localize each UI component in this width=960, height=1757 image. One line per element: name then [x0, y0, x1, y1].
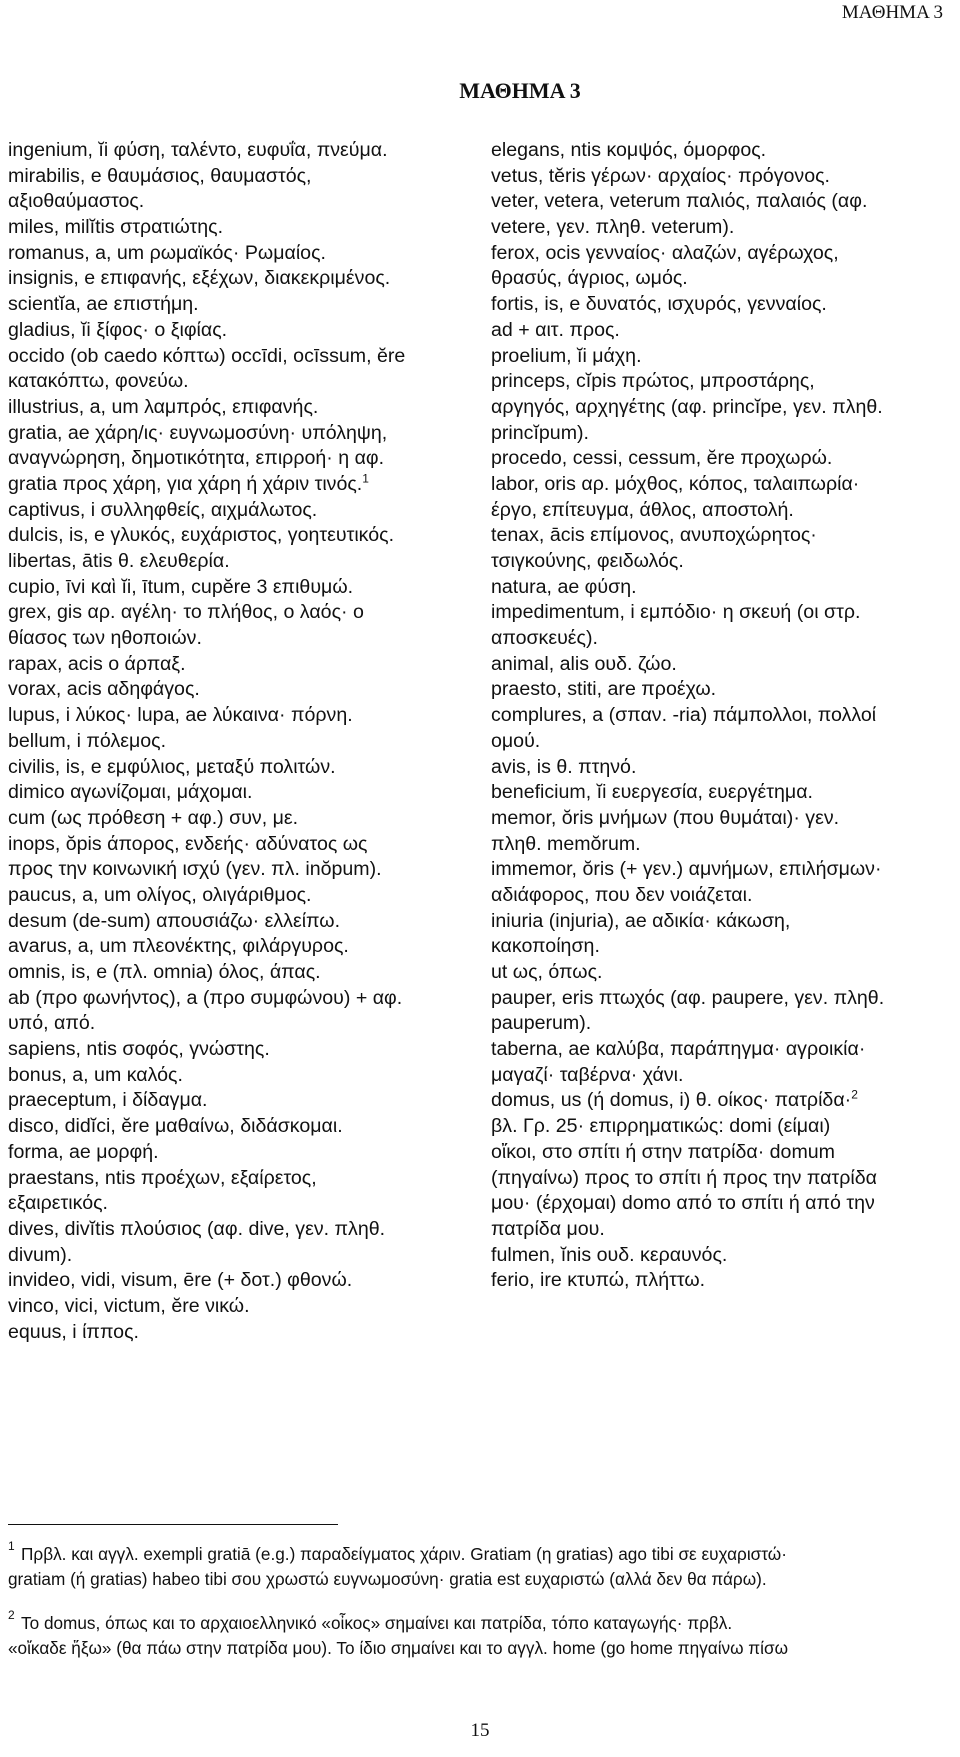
- vocab-line: [8, 138, 478, 164]
- vocab-line: [8, 986, 478, 1012]
- vocab-line: [8, 806, 478, 832]
- vocab-text: pauperum).: [491, 1012, 592, 1035]
- footnote-1: [8, 1539, 953, 1592]
- vocab-line: [8, 1217, 478, 1243]
- vocab-text: paucus, a, um ολίγος, ολιγάριθμος.: [8, 883, 312, 906]
- vocab-line: [491, 1140, 953, 1166]
- vocab-text: bonus, a, um καλός.: [8, 1063, 183, 1086]
- vocab-line: [491, 138, 953, 164]
- footnote-ref: 1: [362, 471, 369, 486]
- vocab-line: [8, 421, 478, 447]
- vocab-text: forma, ae μορφή.: [8, 1140, 159, 1163]
- vocab-line: [491, 446, 953, 472]
- vocab-text: equus, i ίππος.: [8, 1320, 139, 1343]
- vocab-line: [491, 164, 953, 190]
- vocab-line: [8, 934, 478, 960]
- vocab-text: cum (ως πρόθεση + αφ.) συν, με.: [8, 806, 299, 829]
- vocab-line: [491, 1011, 953, 1037]
- vocab-text: princeps, cĭpis πρώτος, μπροστάρης,: [491, 370, 815, 393]
- footnote-2: [8, 1608, 953, 1661]
- vocab-line: [491, 677, 953, 703]
- vocab-line: [491, 960, 953, 986]
- vocab-line: [491, 344, 953, 370]
- vocabulary-column-right: [491, 138, 953, 1294]
- page-number: 15: [470, 1720, 490, 1741]
- vocab-text: complures, a (σπαν. -ria) πάμπολλοι, πολλοί: [491, 704, 877, 727]
- vocab-line: [491, 1191, 953, 1217]
- vocab-text: vinco, vici, victum, ĕre νικώ.: [8, 1294, 250, 1317]
- vocab-text: sapiens, ntis σοφός, γνώστης.: [8, 1038, 270, 1061]
- footnote-marker: 1: [8, 1539, 15, 1553]
- vocab-line: [491, 1166, 953, 1192]
- vocab-text: libertas, ātis θ. ελευθερία.: [8, 550, 230, 572]
- vocab-text: labor, oris αρ. μόχθος, κόπος, ταλαιπωρία·: [491, 472, 860, 495]
- vocab-line: [8, 1320, 478, 1346]
- vocab-text: romanus, a, um ρωμαϊκός· Ρωμαίος.: [8, 241, 326, 264]
- vocab-text: ομού.: [491, 729, 541, 752]
- vocab-line: [8, 780, 478, 806]
- vocab-line: [491, 1243, 953, 1269]
- vocab-text: εξαιρετικός.: [8, 1192, 108, 1215]
- vocab-line: [491, 189, 953, 215]
- vocab-line: [491, 215, 953, 241]
- vocab-line: [8, 729, 478, 755]
- vocab-text: gratia προς χάρη, για χάρη ή χάριν τινός.: [8, 472, 363, 495]
- vocab-line: [8, 189, 478, 215]
- vocabulary-column-left: [8, 138, 478, 1345]
- vocab-text: ferio, ire κτυπώ, πλήττω.: [491, 1269, 706, 1292]
- footnote-line: gratiam (ή gratias) habeo tibi σου χρωστώ ευγνωμοσύνη· gratia est ευχαριστώ (αλλά δεν θα πάρω).: [8, 1569, 767, 1589]
- vocab-text: ut ως, όπως.: [491, 961, 603, 983]
- vocab-text: vetere, γεν. πληθ. veterum).: [491, 216, 735, 239]
- vocab-line: [8, 1114, 478, 1140]
- vocab-text: rapax, acis ο άρπαξ.: [8, 652, 186, 675]
- footnote-separator: [8, 1524, 338, 1525]
- vocab-text: fulmen, ĭnis ουδ. κεραυνός.: [491, 1243, 728, 1266]
- vocab-text: αργηγός, αρχηγέτης (αφ. princĭpe, γεν. πληθ.: [491, 395, 883, 418]
- vocab-line: [491, 318, 953, 344]
- vocab-line: [491, 755, 953, 781]
- vocab-text: occido (ob caedo κόπτω) occīdi, ocīssum, ĕre: [8, 344, 406, 367]
- footnote-line: Πρβλ. και αγγλ. exempli gratiā (e.g.) παραδείγματος χάριν. Gratiam (η gratias) ago tibi σε ευχαριστώ·: [21, 1544, 787, 1564]
- vocab-text: έργο, επίτευγμα, άθλος, αποστολή.: [491, 498, 794, 521]
- vocab-text: beneficium, ĭi ευεργεσία, ευεργέτημα.: [491, 781, 813, 804]
- vocab-text: θρασύς, άγριος, ωμός.: [491, 267, 688, 290]
- vocab-text: αποσκευές).: [491, 627, 598, 650]
- vocab-line: [491, 1217, 953, 1243]
- vocab-line: [491, 729, 953, 755]
- vocab-text: procedo, cessi, cessum, ĕre προχωρώ.: [491, 447, 833, 470]
- vocab-line: [491, 575, 953, 601]
- vocab-line: [8, 344, 478, 370]
- vocab-line: [8, 318, 478, 344]
- vocab-text: grex, gis αρ. αγέλη· το πλήθος, ο λαός· ο: [8, 601, 364, 624]
- vocab-text: elegans, ntis κομψός, όμορφος.: [491, 139, 767, 161]
- vocab-line: [491, 600, 953, 626]
- vocab-line: [8, 523, 478, 549]
- vocab-line: [8, 1166, 478, 1192]
- vocab-text: πληθ. memŏrum.: [491, 832, 641, 855]
- vocab-text: natura, ae φύση.: [491, 575, 637, 598]
- vocab-text: inops, ŏpis άπορος, ενδεής· αδύνατος ως: [8, 832, 368, 855]
- vocab-line: [8, 369, 478, 395]
- vocab-text: vetus, tĕris γέρων· αρχαίος· πρόγονος.: [491, 164, 830, 187]
- vocab-line: [8, 1191, 478, 1217]
- vocab-text: taberna, ae καλύβα, παράπηγμα· αγροικία·: [491, 1038, 866, 1061]
- vocab-line: [491, 626, 953, 652]
- footnote-line: «οἴκαδε ἥξω» (θα πάω στην πατρίδα μου). Το ίδιο σημαίνει και το αγγλ. home (go home πηγαίνω πίσω: [8, 1638, 789, 1658]
- vocab-text: captivus, i συλληφθείς, αιχμάλωτος.: [8, 498, 318, 521]
- vocab-text: impedimentum, i εμπόδιο· η σκευή (οι στρ.: [491, 601, 861, 624]
- vocab-text: princĭpum).: [491, 421, 589, 444]
- vocab-text: οἴκοι, στο σπίτι ή στην πατρίδα· domum: [491, 1140, 836, 1163]
- footnote-line: Το domus, όπως και το αρχαιοελληνικό «οἶκος» σημαίνει και πατρίδα, τόπο καταγωγής· πρβλ.: [21, 1613, 733, 1633]
- vocab-line: [491, 934, 953, 960]
- vocab-line: [8, 832, 478, 858]
- vocab-text: divum).: [8, 1243, 73, 1266]
- vocab-line: [8, 652, 478, 678]
- vocab-text: mirabilis, e θαυμάσιος, θαυμαστός,: [8, 164, 312, 187]
- vocab-text: avis, is θ. πτηνό.: [491, 755, 637, 778]
- footnote-marker: 2: [8, 1608, 15, 1622]
- vocab-line: [8, 266, 478, 292]
- vocab-line: [8, 1268, 478, 1294]
- vocab-text: memor, ŏris μνήμων (που θυμάται)· γεν.: [491, 806, 840, 829]
- vocab-text: animal, alis ουδ. ζώο.: [491, 652, 677, 675]
- vocab-line: [491, 421, 953, 447]
- vocab-text: omnis, is, e (πλ. omnia) όλος, άπας.: [8, 961, 321, 983]
- vocab-text: μου· (έρχομαι) domo από το σπίτι ή από την: [491, 1192, 875, 1215]
- vocab-text: domus, us (ή domus, i) θ. οίκος· πατρίδα·: [491, 1089, 852, 1112]
- vocab-line: [8, 909, 478, 935]
- vocab-text: gratia, ae χάρη/ις· ευγνωμοσύνη· υπόληψη,: [8, 421, 388, 444]
- vocab-line: [491, 806, 953, 832]
- vocab-line: [491, 241, 953, 267]
- vocab-text: miles, milĭtis στρατιώτης.: [8, 216, 224, 239]
- vocab-text: ab (προ φωνήντος), a (προ συμφώνου) + αφ.: [8, 986, 403, 1009]
- vocab-text: fortis, is, e δυνατός, ισχυρός, γενναίος.: [491, 293, 827, 316]
- vocab-line: [491, 266, 953, 292]
- vocab-line: [8, 626, 478, 652]
- vocab-text: πατρίδα μου.: [491, 1217, 605, 1240]
- vocab-line: [8, 575, 478, 601]
- vocab-text: κακοποίηση.: [491, 935, 600, 958]
- vocab-line: [8, 164, 478, 190]
- vocab-line: [491, 1114, 953, 1140]
- vocab-text: dimico αγωνίζομαι, μάχομαι.: [8, 781, 253, 804]
- vocab-line: [491, 1268, 953, 1294]
- vocab-line: [491, 1037, 953, 1063]
- vocab-line: [491, 523, 953, 549]
- vocab-text: μαγαζί· ταβέρνα· χάνι.: [491, 1063, 684, 1086]
- footnote-ref: 2: [851, 1087, 858, 1102]
- vocab-text: θίασος των ηθοποιών.: [8, 627, 202, 650]
- vocab-line: [491, 498, 953, 524]
- vocab-text: iniuria (injuria), ae αδικία· κάκωση,: [491, 909, 791, 932]
- vocab-line: [8, 549, 478, 575]
- vocab-line: [491, 909, 953, 935]
- vocab-line: [8, 498, 478, 524]
- vocab-text: tenax, ācis επίμονος, ανυποχώρητος·: [491, 524, 817, 547]
- vocab-line: [491, 1088, 953, 1114]
- vocab-line: [491, 472, 953, 498]
- vocab-text: immemor, ŏris (+ γεν.) αμνήμων, επιλήσμων·: [491, 858, 882, 881]
- vocab-line: [8, 472, 478, 498]
- vocab-text: προς την κοινωνική ισχύ (γεν. πλ. inŏpum).: [8, 858, 382, 881]
- vocab-line: [491, 986, 953, 1012]
- vocab-text: illustrius, a, um λαμπρός, επιφανής.: [8, 395, 319, 418]
- vocab-line: [8, 1088, 478, 1114]
- vocab-text: vorax, acis αδηφάγος.: [8, 678, 200, 701]
- vocab-line: [491, 1063, 953, 1089]
- vocab-line: [8, 1063, 478, 1089]
- vocab-line: [8, 677, 478, 703]
- vocab-line: [8, 292, 478, 318]
- vocab-line: [8, 857, 478, 883]
- vocab-line: [8, 755, 478, 781]
- vocab-text: ad + αιτ. προς.: [491, 318, 620, 341]
- page-title: ΜΑΘΗΜΑ 3: [459, 78, 581, 103]
- vocab-text: disco, didĭci, ĕre μαθαίνω, διδάσκομαι.: [8, 1115, 343, 1138]
- vocab-text: αξιοθαύμαστος.: [8, 190, 145, 213]
- vocab-text: proelium, ĭi μάχη.: [491, 344, 642, 367]
- vocab-text: desum (de-sum) απουσιάζω· ελλείπω.: [8, 909, 341, 932]
- vocab-text: (πηγαίνω) προς το σπίτι ή προς την πατρίδα: [491, 1166, 877, 1189]
- vocab-line: [491, 395, 953, 421]
- vocab-line: [491, 780, 953, 806]
- vocab-line: [491, 703, 953, 729]
- vocab-line: [8, 1011, 478, 1037]
- vocab-text: lupus, i λύκος· lupa, ae λύκαινα· πόρνη.: [8, 704, 353, 727]
- vocab-text: τσιγκούνης, φειδωλός.: [491, 550, 684, 572]
- vocab-text: βλ. Γρ. 25· επιρρηματικώς: domi (είμαι): [491, 1115, 831, 1138]
- vocab-text: cupio, īvi καὶ ĭi, ītum, cupĕre 3 επιθυμώ.: [8, 575, 354, 598]
- vocab-text: bellum, i πόλεμος.: [8, 729, 167, 752]
- vocab-line: [491, 369, 953, 395]
- vocab-text: praestans, ntis προέχων, εξαίρετος,: [8, 1166, 317, 1189]
- vocab-text: praesto, stiti, are προέχω.: [491, 678, 717, 701]
- running-header: ΜΑΘΗΜΑ 3: [841, 2, 943, 23]
- vocab-text: ingenium, ĭi φύση, ταλέντο, ευφυΐα, πνεύμα.: [8, 139, 388, 161]
- vocab-text: υπό, από.: [8, 1012, 96, 1035]
- vocab-line: [8, 1140, 478, 1166]
- vocab-text: gladius, ĭi ξίφος· ο ξιφίας.: [8, 318, 228, 341]
- vocab-line: [491, 292, 953, 318]
- vocab-text: dulcis, is, e γλυκός, ευχάριστος, γοητευτικός.: [8, 524, 395, 547]
- footnotes: [8, 1539, 953, 1680]
- vocab-line: [8, 883, 478, 909]
- vocab-text: scientĭa, ae επιστήμη.: [8, 293, 199, 316]
- vocab-line: [491, 857, 953, 883]
- vocab-text: pauper, eris πτωχός (αφ. paupere, γεν. πληθ.: [491, 986, 885, 1009]
- vocab-line: [491, 652, 953, 678]
- vocab-text: insignis, e επιφανής, εξέχων, διακεκριμένος.: [8, 267, 391, 290]
- vocab-line: [8, 1243, 478, 1269]
- vocab-line: [8, 703, 478, 729]
- vocab-line: [8, 215, 478, 241]
- vocab-text: κατακόπτω, φονεύω.: [8, 370, 189, 393]
- vocab-line: [8, 1294, 478, 1320]
- vocab-text: civilis, is, e εμφύλιος, μεταξύ πολιτών.: [8, 755, 336, 778]
- vocab-line: [8, 241, 478, 267]
- vocab-text: veter, vetera, veterum παλιός, παλαιός (αφ.: [491, 190, 868, 213]
- vocab-text: avarus, a, um πλεονέκτης, φιλάργυρος.: [8, 935, 349, 958]
- vocab-line: [8, 600, 478, 626]
- vocab-text: ferox, ocis γενναίος· αλαζών, αγέρωχος,: [491, 241, 839, 264]
- vocab-line: [8, 395, 478, 421]
- vocab-line: [491, 549, 953, 575]
- vocab-text: invideo, vidi, visum, ēre (+ δοτ.) φθονώ.: [8, 1269, 353, 1292]
- vocab-text: αδιάφορος, που δεν νοιάζεται.: [491, 883, 753, 906]
- vocab-line: [491, 883, 953, 909]
- vocab-line: [491, 832, 953, 858]
- vocab-line: [8, 1037, 478, 1063]
- vocab-line: [8, 446, 478, 472]
- vocab-text: αναγνώρηση, δημοτικότητα, επιρροή· η αφ.: [8, 447, 385, 470]
- vocab-line: [8, 960, 478, 986]
- vocab-text: praeceptum, i δίδαγμα.: [8, 1089, 208, 1112]
- vocab-text: dives, divĭtis πλούσιος (αφ. dive, γεν. πληθ.: [8, 1217, 386, 1240]
